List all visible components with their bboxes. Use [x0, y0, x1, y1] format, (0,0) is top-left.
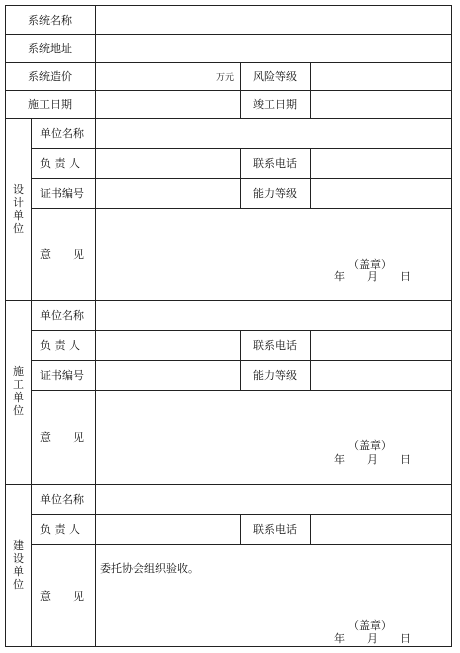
construction-person-label: 负 责 人: [40, 339, 80, 352]
design-opinion-label: 意 见: [40, 248, 84, 261]
risk-level-label: 风险等级: [253, 70, 297, 83]
construction-capability-field[interactable]: [311, 361, 451, 390]
design-opinion-field[interactable]: [96, 209, 451, 300]
owner-unit-name-label: 单位名称: [40, 493, 84, 506]
rule: [240, 62, 241, 119]
design-seal: （盖章）: [348, 258, 392, 271]
rule: [240, 148, 241, 209]
design-cert-label: 证书编号: [40, 187, 84, 200]
owner-unit-section-label: 建设单位: [13, 539, 24, 591]
design-capability-label: 能力等级: [253, 187, 297, 200]
construction-phone-field[interactable]: [311, 331, 451, 360]
construction-unit-section-label: 施工单位: [13, 365, 24, 417]
start-date-label: 施工日期: [28, 98, 72, 111]
owner-seal: （盖章）: [348, 619, 392, 632]
system-name-label: 系统名称: [28, 14, 72, 27]
construction-unit-name-field[interactable]: [96, 301, 451, 330]
construction-person-field[interactable]: [96, 331, 240, 360]
rule: [240, 330, 241, 391]
owner-phone-label: 联系电话: [253, 523, 297, 536]
design-phone-field[interactable]: [311, 149, 451, 178]
owner-date-line: 年 月 日: [334, 632, 411, 645]
owner-phone-field[interactable]: [311, 515, 451, 544]
rule: [31, 118, 32, 647]
design-phone-label: 联系电话: [253, 157, 297, 170]
system-address-field[interactable]: [96, 35, 451, 62]
system-cost-label: 系统造价: [28, 70, 72, 83]
completion-date-field[interactable]: [311, 91, 451, 118]
owner-opinion-field[interactable]: [96, 545, 451, 646]
design-cert-field[interactable]: [96, 179, 240, 208]
design-capability-field[interactable]: [311, 179, 451, 208]
construction-unit-name-label: 单位名称: [40, 309, 84, 322]
design-date-line: 年 月 日: [334, 270, 411, 283]
design-unit-section-label: 设计单位: [13, 183, 24, 235]
design-person-label: 负 责 人: [40, 157, 80, 170]
rule: [5, 5, 6, 647]
construction-opinion-label: 意 见: [40, 431, 84, 444]
construction-seal: （盖章）: [348, 439, 392, 452]
rule: [240, 514, 241, 545]
system-address-label: 系统地址: [28, 42, 72, 55]
design-unit-name-label: 单位名称: [40, 127, 84, 140]
construction-phone-label: 联系电话: [253, 339, 297, 352]
owner-opinion-label: 意 见: [40, 590, 84, 603]
owner-unit-name-field[interactable]: [96, 485, 451, 514]
construction-cert-label: 证书编号: [40, 369, 84, 382]
owner-opinion-text: 委托协会组织验收。: [100, 562, 199, 575]
system-name-field[interactable]: [96, 6, 451, 34]
completion-date-label: 竣工日期: [253, 98, 297, 111]
rule: [451, 5, 452, 647]
owner-person-label: 负 责 人: [40, 523, 80, 536]
cost-unit-label: 万元: [216, 73, 235, 83]
rule: [5, 646, 452, 647]
design-unit-name-field[interactable]: [96, 119, 451, 148]
design-person-field[interactable]: [96, 149, 240, 178]
construction-capability-label: 能力等级: [253, 369, 297, 382]
owner-person-field[interactable]: [96, 515, 240, 544]
start-date-field[interactable]: [96, 91, 240, 118]
construction-cert-field[interactable]: [96, 361, 240, 390]
risk-level-field[interactable]: [311, 63, 451, 90]
construction-date-line: 年 月 日: [334, 453, 411, 466]
construction-opinion-field[interactable]: [96, 391, 451, 484]
